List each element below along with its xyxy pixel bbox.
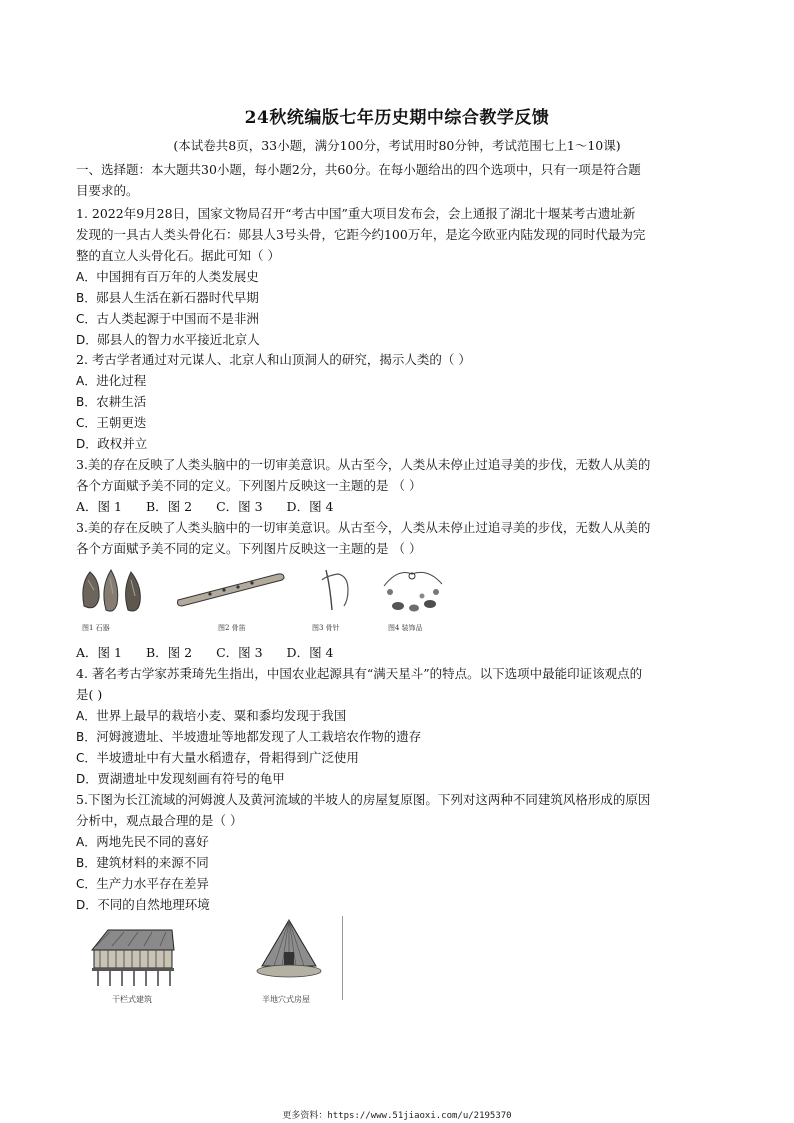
figure-caption: 图3 骨针 <box>312 624 340 632</box>
option-c: C．图 3 <box>216 499 263 514</box>
option-c: C．图 3 <box>216 645 263 660</box>
option-a: A．图 1 <box>76 499 122 514</box>
option-a: A．图 1 <box>76 645 122 660</box>
question-2-option-d: D．政权并立 <box>76 436 148 451</box>
question-3-text: 各个方面赋予美不同的定义。下列图片反映这一主题的是 （ ） <box>76 478 422 493</box>
ornaments-image <box>378 566 448 618</box>
figure-caption: 图1 石器 <box>82 624 110 632</box>
question-1-option-d: D．郧县人的智力水平接近北京人 <box>76 332 260 347</box>
question-3-repeat-text: 各个方面赋予美不同的定义。下列图片反映这一主题的是 （ ） <box>76 541 422 556</box>
option-d: D．图 4 <box>286 645 334 660</box>
option-d: D．图 4 <box>286 499 334 514</box>
question-2-option-a: A．进化过程 <box>76 373 147 388</box>
question-1-option-c: C．古人类起源于中国而不是非洲 <box>76 311 259 326</box>
divider <box>342 916 343 1000</box>
figure-caption: 半地穴式房屋 <box>262 995 310 1004</box>
half-pit-house-image <box>254 916 324 990</box>
question-4-option-b: B．河姆渡遗址、半坡遗址等地都发现了人工栽培农作物的遗存 <box>76 729 422 744</box>
question-1-text: 1. 2022年9月28日，国家文物局召开“考古中国”重大项目发布会，会上通报了湖北十堰某考古遗址新 <box>76 206 636 221</box>
question-5-option-c: C．生产力水平存在差异 <box>76 876 209 891</box>
figure-caption: 图4 装饰品 <box>388 624 423 632</box>
stilt-house-image <box>86 924 178 990</box>
question-3-repeat-options <box>76 643 334 661</box>
question-4-option-d: D．贾湖遗址中发现刻画有符号的龟甲 <box>76 771 285 786</box>
footer-link[interactable]: 更多资料：https://www.51jiaoxi.com/u/2195370 <box>282 1111 512 1121</box>
section-heading-cont: 目要求的。 <box>76 183 139 198</box>
question-1-option-a: A．中国拥有百万年的人类发展史 <box>76 269 259 284</box>
question-2-text: 2. 考古学者通过对元谋人、北京人和山顶洞人的研究，揭示人类的（ ） <box>76 352 471 367</box>
question-5-text: 分析中，观点最合理的是（ ） <box>76 813 243 828</box>
figure-caption: 干栏式建筑 <box>112 995 152 1004</box>
section-heading: 一、选择题：本大题共30小题，每小题2分，共60分。在每小题给出的四个选项中，只有一项是符合题 <box>76 162 641 177</box>
question-2-option-b: B．农耕生活 <box>76 394 147 409</box>
stone-tools-image <box>80 566 146 616</box>
question-4-text: 是( ) <box>76 687 103 702</box>
question-5-option-a: A．两地先民不同的喜好 <box>76 834 209 849</box>
bone-needle-image <box>312 566 362 618</box>
question-4-option-c: C．半坡遗址中有大量水稻遗存，骨耜得到广泛使用 <box>76 750 359 765</box>
page-title: 24秋统编版七年历史期中综合教学反馈 <box>244 108 550 128</box>
question-4-option-a: A．世界上最早的栽培小麦、粟和黍均发现于我国 <box>76 708 347 723</box>
question-5-option-d: D．不同的自然地理环境 <box>76 897 210 912</box>
question-3-text: 3.美的存在反映了人类头脑中的一切审美意识。从古至今，人类从未停止过追寻美的步伐，无数人从美的 <box>76 457 651 472</box>
artifact-figures <box>76 566 476 636</box>
option-b: B．图 2 <box>145 645 193 660</box>
question-3-options <box>76 497 334 515</box>
question-2-option-c: C．王朝更迭 <box>76 415 147 430</box>
house-figures <box>86 916 346 1008</box>
option-b: B．图 2 <box>145 499 193 514</box>
question-1-option-b: B．郧县人生活在新石器时代早期 <box>76 290 259 305</box>
question-4-text: 4. 著名考古学家苏秉琦先生指出，中国农业起源具有“满天星斗”的特点。以下选项中最能印证该观点的 <box>76 666 643 681</box>
bone-flute-image <box>174 566 286 616</box>
question-1-text: 发现的一具古人类头骨化石：郧县人3号头骨，它距今约100万年，是迄今欧亚内陆发现的同时代最为完 <box>76 227 646 242</box>
question-1-text: 整的直立人头骨化石。据此可知（ ） <box>76 248 280 263</box>
question-5-option-b: B．建筑材料的来源不同 <box>76 855 209 870</box>
exam-info: (本试卷共8页，33小题，满分100分，考试用时80分钟，考试范围七上1～10课) <box>173 138 621 153</box>
question-5-text: 5.下图为长江流域的河姆渡人及黄河流域的半坡人的房屋复原图。下列对这两种不同建筑风格形成的原因 <box>76 792 651 807</box>
figure-caption: 图2 骨笛 <box>218 624 246 632</box>
question-3-repeat-text: 3.美的存在反映了人类头脑中的一切审美意识。从古至今，人类从未停止过追寻美的步伐，无数人从美的 <box>76 520 651 535</box>
